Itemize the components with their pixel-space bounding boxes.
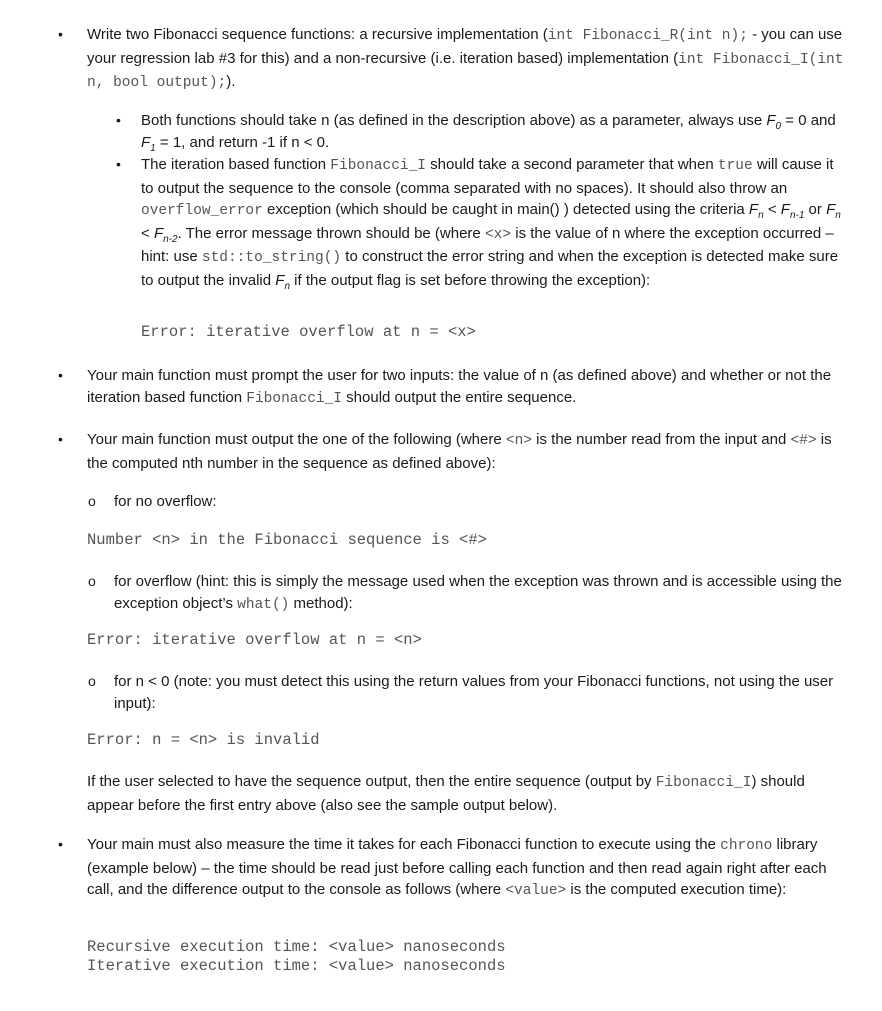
hollow-bullet-marker: o bbox=[88, 673, 96, 689]
sub-bullet-marker: • bbox=[116, 156, 121, 172]
case-overflow: for overflow (hint: this is simply the message used when the exception was thrown and is accessible using the exception object’s what() method): bbox=[114, 573, 842, 613]
case-negative-n: for n < 0 (note: you must detect this using the return values from your Fibonacci functions, not using the user input): bbox=[114, 673, 834, 712]
paragraph-sequence-output: If the user selected to have the sequence output, then the entire sequence (output by Fibonacci_I) should appear before the first entry above (also see the sample output below). bbox=[87, 773, 805, 814]
case-no-overflow: for no overflow: bbox=[114, 493, 217, 510]
sub-bullet-marker: • bbox=[116, 112, 121, 128]
code-fibonacci-r: int Fibonacci_R(int n); bbox=[547, 28, 748, 44]
code-fibonacci-i: int Fibonacci_I(int n, bool output); bbox=[87, 51, 844, 91]
bullet-marker: • bbox=[58, 431, 63, 447]
code-error-invalid: Error: n = <n> is invalid bbox=[87, 731, 320, 749]
code-number-output: Number <n> in the Fibonacci sequence is <#> bbox=[87, 531, 487, 549]
bullet-marker: • bbox=[58, 26, 63, 42]
bullet-main-output: Your main function must output the one of the following (where <n> is the number read from the input and <#> is the computed nth number in the sequence as defined above): bbox=[87, 431, 832, 472]
code-error-iterative-n: Error: iterative overflow at n = <n> bbox=[87, 631, 422, 649]
bullet-marker: • bbox=[58, 367, 63, 383]
bullet-marker: • bbox=[58, 836, 63, 852]
bullet-timing: Your main must also measure the time it takes for each Fibonacci function to execute using the chrono library (example below) – the time should be read just before calling each function and then read again right after each call, and the difference output to the console as follows (where <value> is the computed execution time): bbox=[87, 836, 827, 899]
hollow-bullet-marker: o bbox=[88, 573, 96, 589]
hollow-bullet-marker: o bbox=[88, 493, 96, 509]
code-error-iterative-x: Error: iterative overflow at n = <x> bbox=[141, 323, 476, 341]
bullet-main-prompt: Your main function must prompt the user for two inputs: the value of n (as defined above) and whether or not the iteration based function Fibonacci_I should output the entire sequence. bbox=[87, 367, 832, 407]
sub-bullet-iteration: The iteration based function Fibonacci_I should take a second parameter that when true will cause it to output the sequence to the console (comma separated with no spaces). It should also throw an overflow_error exception (which should be caught in main() ) detected using the criteria $F_n < F_{n-1}$ or $F_n < F_{n-2}$. The error message thrown should be (where <x> is the value of n where the exception occurred – hint: use std::to_string() to construct the error string and when the exception is detected make sure to output the invalid $F_n$ if the output flag is set before throwing the exception): bbox=[141, 156, 841, 292]
sub-bullet-parameters: Both functions should take n (as defined in the description above) as a parameter, always use $F_0 = 0$ and $F_1 = 1$, and return -1 if n < 0. bbox=[141, 112, 836, 154]
bullet-fibonacci-functions: Write two Fibonacci sequence functions: a recursive implementation (int Fibonacci_R(int n); - you can use your regression lab #3 for this) and a non-recursive (i.e. iteration based) implementation (int Fibonacci_I(int n, bool output);). bbox=[87, 26, 844, 91]
code-execution-times: Recursive execution time: <value> nanoseconds Iterative execution time: <value> nanoseconds bbox=[87, 938, 506, 975]
